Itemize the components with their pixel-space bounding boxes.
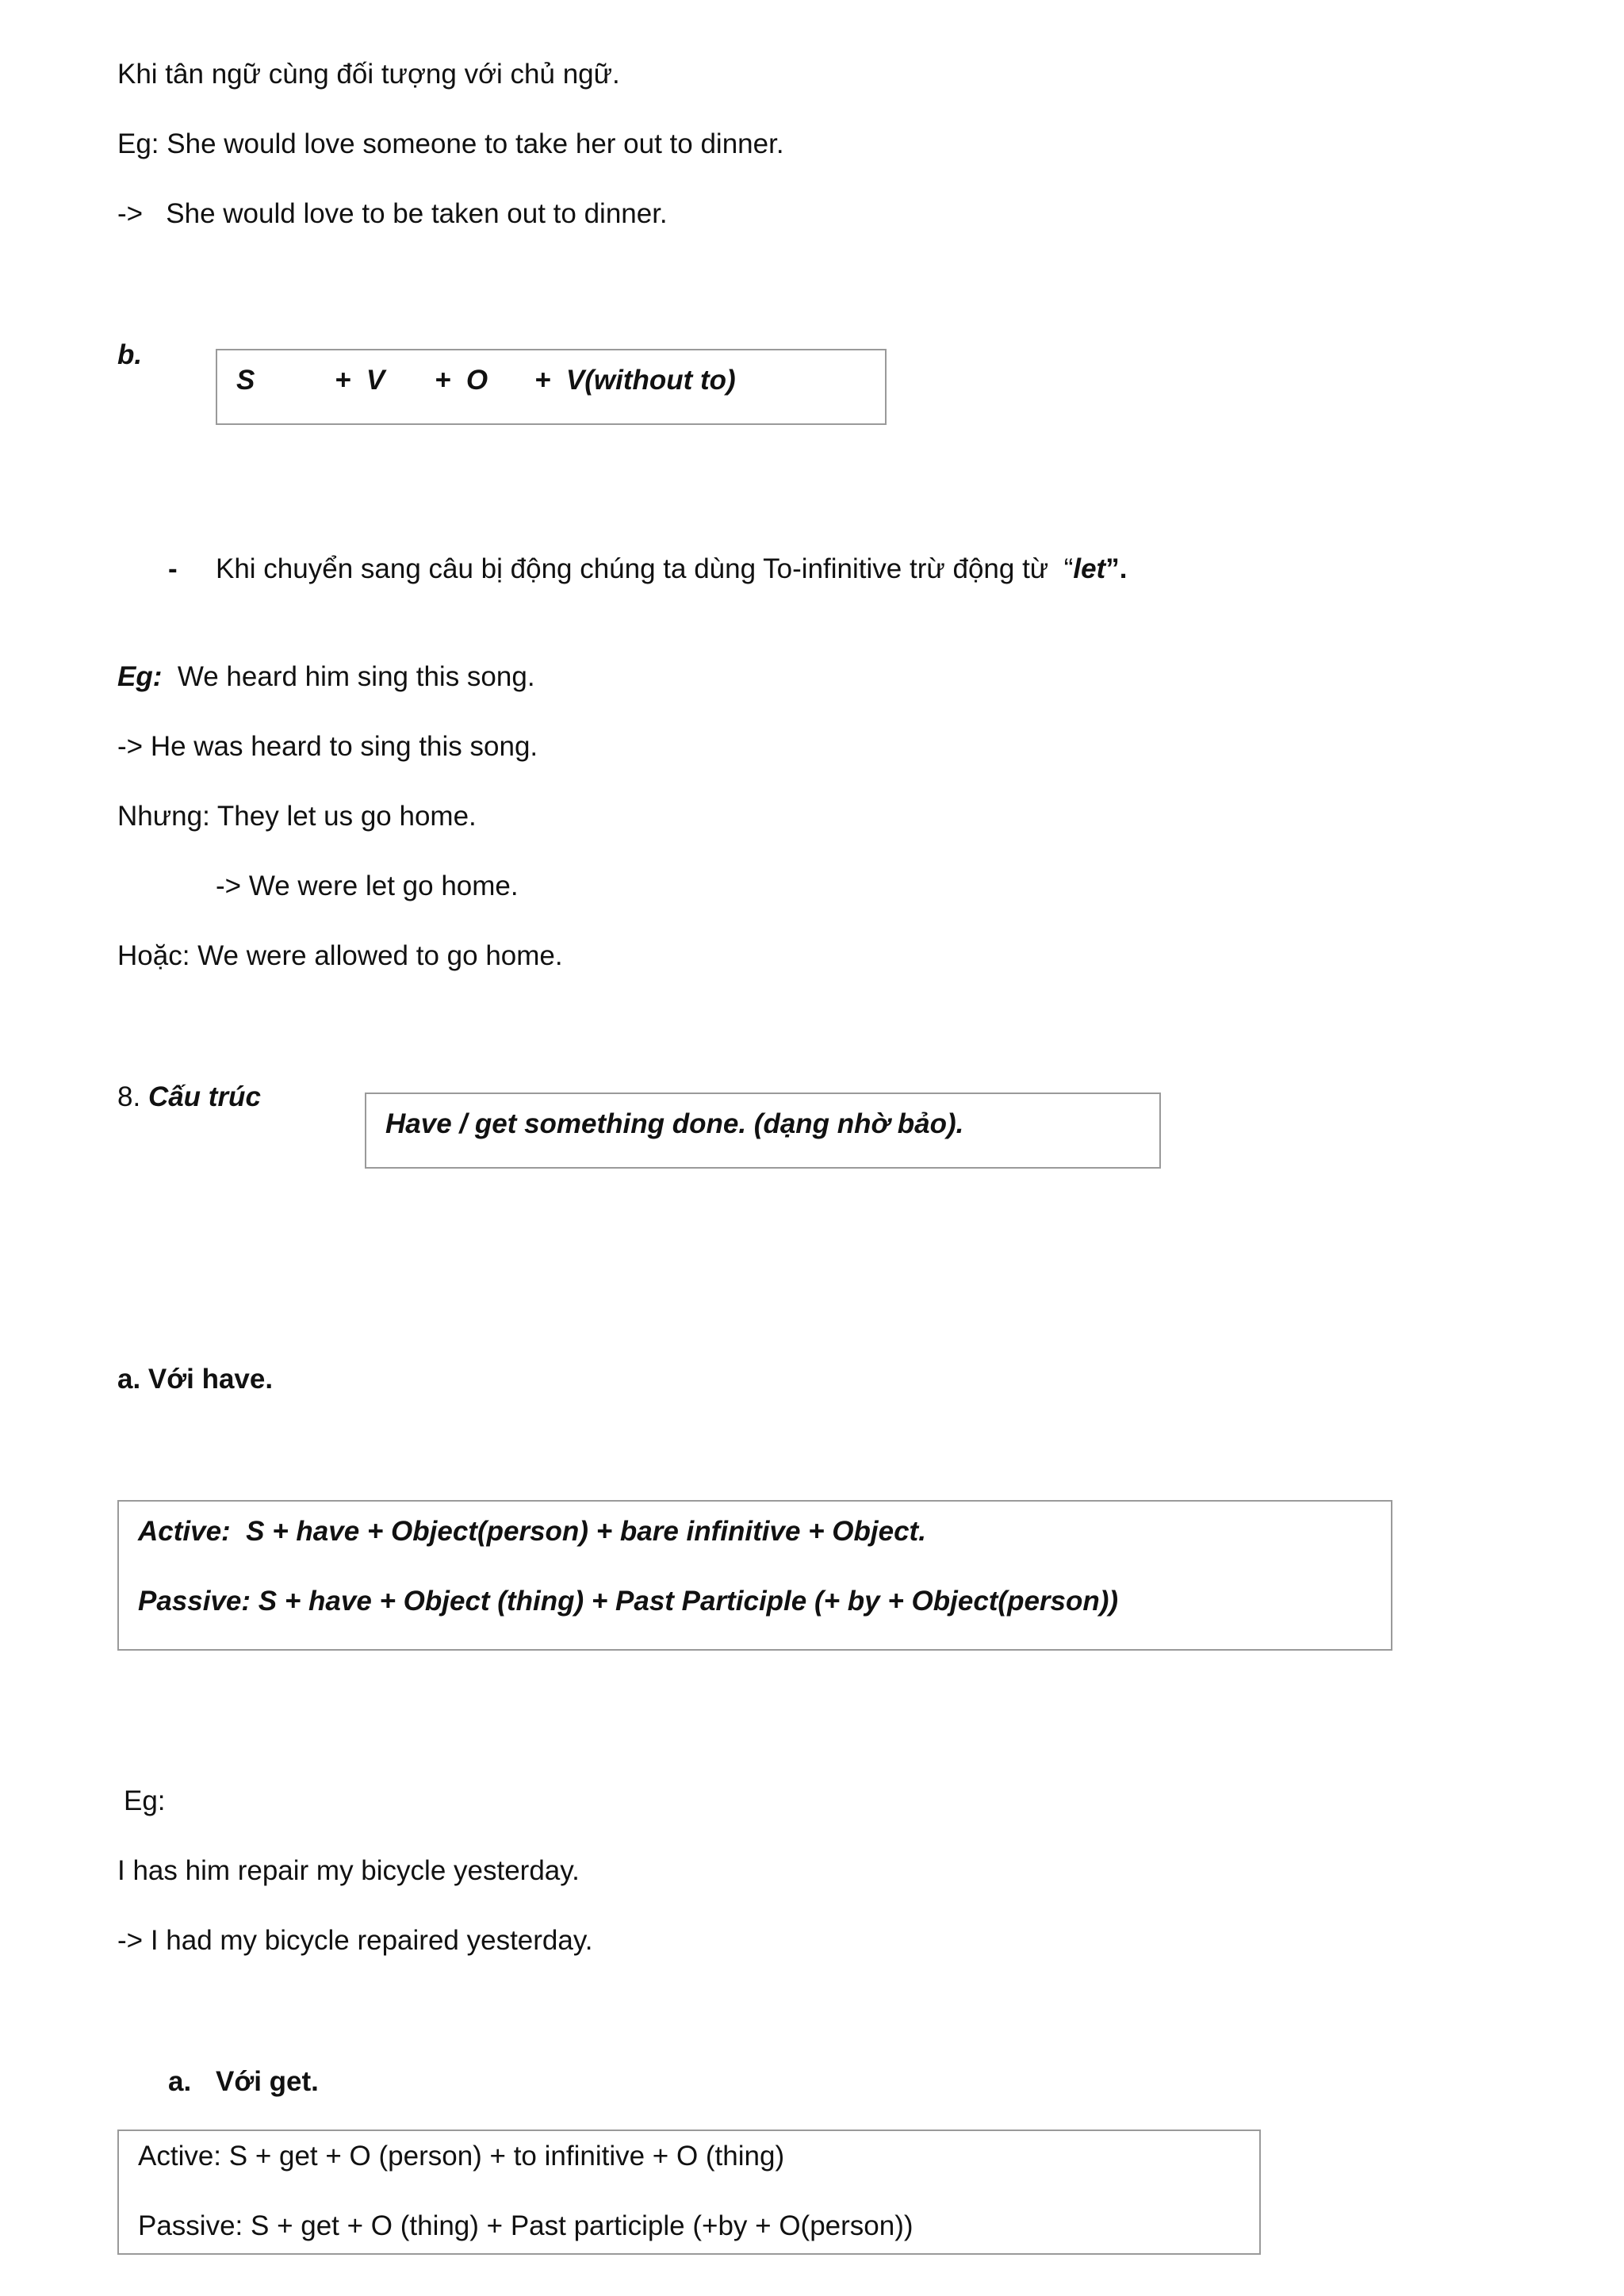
structure-text: Have / get something done. (dạng nhờ bảo). xyxy=(385,1108,964,1139)
formula-box-b xyxy=(216,349,887,425)
have-passive: Passive: S + have + Object (thing) + Past Participle (+ by + Object(person)) xyxy=(138,1586,1119,1617)
get-active: Active: S + get + O (person) + to infinitive + O (thing) xyxy=(138,2141,785,2172)
with-get-heading: Với get. xyxy=(216,2066,319,2097)
section-8-number: 8. xyxy=(117,1081,141,1112)
have-example-1: I has him repair my bicycle yesterday. xyxy=(117,1855,580,1886)
structure-box xyxy=(365,1093,1161,1169)
have-active: Active: S + have + Object(person) + bare infinitive + Object. xyxy=(138,1516,926,1547)
intro-line-2: Eg: She would love someone to take her out to dinner. xyxy=(117,128,784,159)
eg-line-3: Nhưng: They let us go home. xyxy=(117,801,477,832)
eg-line-4: -> We were let go home. xyxy=(216,871,519,901)
eg-line-1 xyxy=(117,663,535,691)
formula-v-without-to: + V(without to) xyxy=(534,365,736,396)
section-8-heading xyxy=(117,1083,261,1111)
eg-label: Eg: xyxy=(117,661,163,692)
have-example-2: -> I had my bicycle repaired yesterday. xyxy=(117,1925,593,1956)
note-prefix: Khi chuyển sang câu bị động chúng ta dùng To-infinitive trừ động từ “ xyxy=(216,553,1074,584)
note-suffix: ”. xyxy=(1105,553,1128,584)
get-passive: Passive: S + get + O (thing) + Past participle (+by + O(person)) xyxy=(138,2210,914,2241)
passive-let-note xyxy=(216,555,1127,583)
formula-o: + O xyxy=(435,365,488,396)
formula-s: S xyxy=(236,365,255,396)
intro-line-1: Khi tân ngữ cùng đối tượng với chủ ngữ. xyxy=(117,59,620,90)
eg-text-1: We heard him sing this song. xyxy=(177,661,535,692)
with-have-heading: a. Với have. xyxy=(117,1364,274,1395)
formula-v: + V xyxy=(335,365,385,396)
eg-line-2: -> He was heard to sing this song. xyxy=(117,731,538,762)
with-get-marker: a. xyxy=(168,2066,192,2097)
have-eg-label: Eg: xyxy=(124,1785,166,1816)
section-b-label: b. xyxy=(117,339,143,370)
note-let: let xyxy=(1073,553,1106,584)
have-formula-box xyxy=(117,1500,1392,1651)
eg-line-5: Hoặc: We were allowed to go home. xyxy=(117,940,563,971)
bullet-dash: - xyxy=(168,553,178,584)
intro-line-3: -> She would love to be taken out to dinner. xyxy=(117,198,668,229)
section-8-title: Cấu trúc xyxy=(147,1081,261,1112)
get-formula-box xyxy=(117,2130,1261,2255)
